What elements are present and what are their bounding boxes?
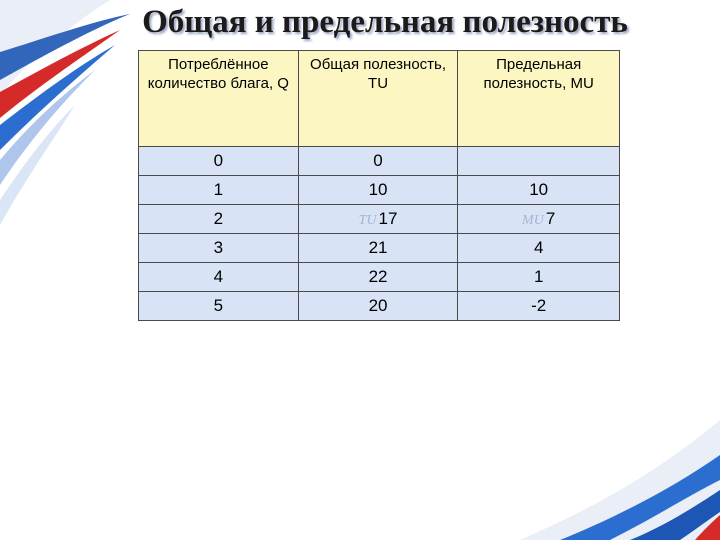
table-header-row [139, 51, 620, 147]
table-row [139, 292, 620, 321]
cell-q: 0 [139, 147, 299, 176]
table-row [139, 234, 620, 263]
cell-q: 2 [139, 205, 299, 234]
cell-mu: 1 [458, 263, 620, 292]
cell-tu: 20 [298, 292, 458, 321]
cell-q: 5 [139, 292, 299, 321]
cell-tu [298, 205, 458, 234]
header-total-utility: Общая полезность, TU [298, 51, 458, 147]
utility-table [138, 50, 620, 321]
cell-tu: 0 [298, 147, 458, 176]
ghost-label-tu: TU [358, 213, 377, 228]
header-quantity: Потреблённое количество блага, Q [139, 51, 299, 147]
cell-q: 4 [139, 263, 299, 292]
cell-mu [458, 205, 620, 234]
cell-tu: 10 [298, 176, 458, 205]
table-row [139, 176, 620, 205]
cell-mu: 4 [458, 234, 620, 263]
cell-tu: 21 [298, 234, 458, 263]
cell-mu: 10 [458, 176, 620, 205]
ghost-label-mu: MU [522, 213, 544, 228]
table-row [139, 205, 620, 234]
cell-tu: 22 [298, 263, 458, 292]
table-row [139, 147, 620, 176]
slide-title: Общая и предельная полезность [142, 4, 628, 40]
cell-tu-value: 17 [378, 209, 398, 228]
cell-mu: -2 [458, 292, 620, 321]
cell-mu-value: 7 [545, 209, 556, 228]
header-marginal-utility: Предельная полезность, MU [458, 51, 620, 147]
cell-q: 1 [139, 176, 299, 205]
cell-q: 3 [139, 234, 299, 263]
table-row [139, 263, 620, 292]
cell-mu [458, 147, 620, 176]
